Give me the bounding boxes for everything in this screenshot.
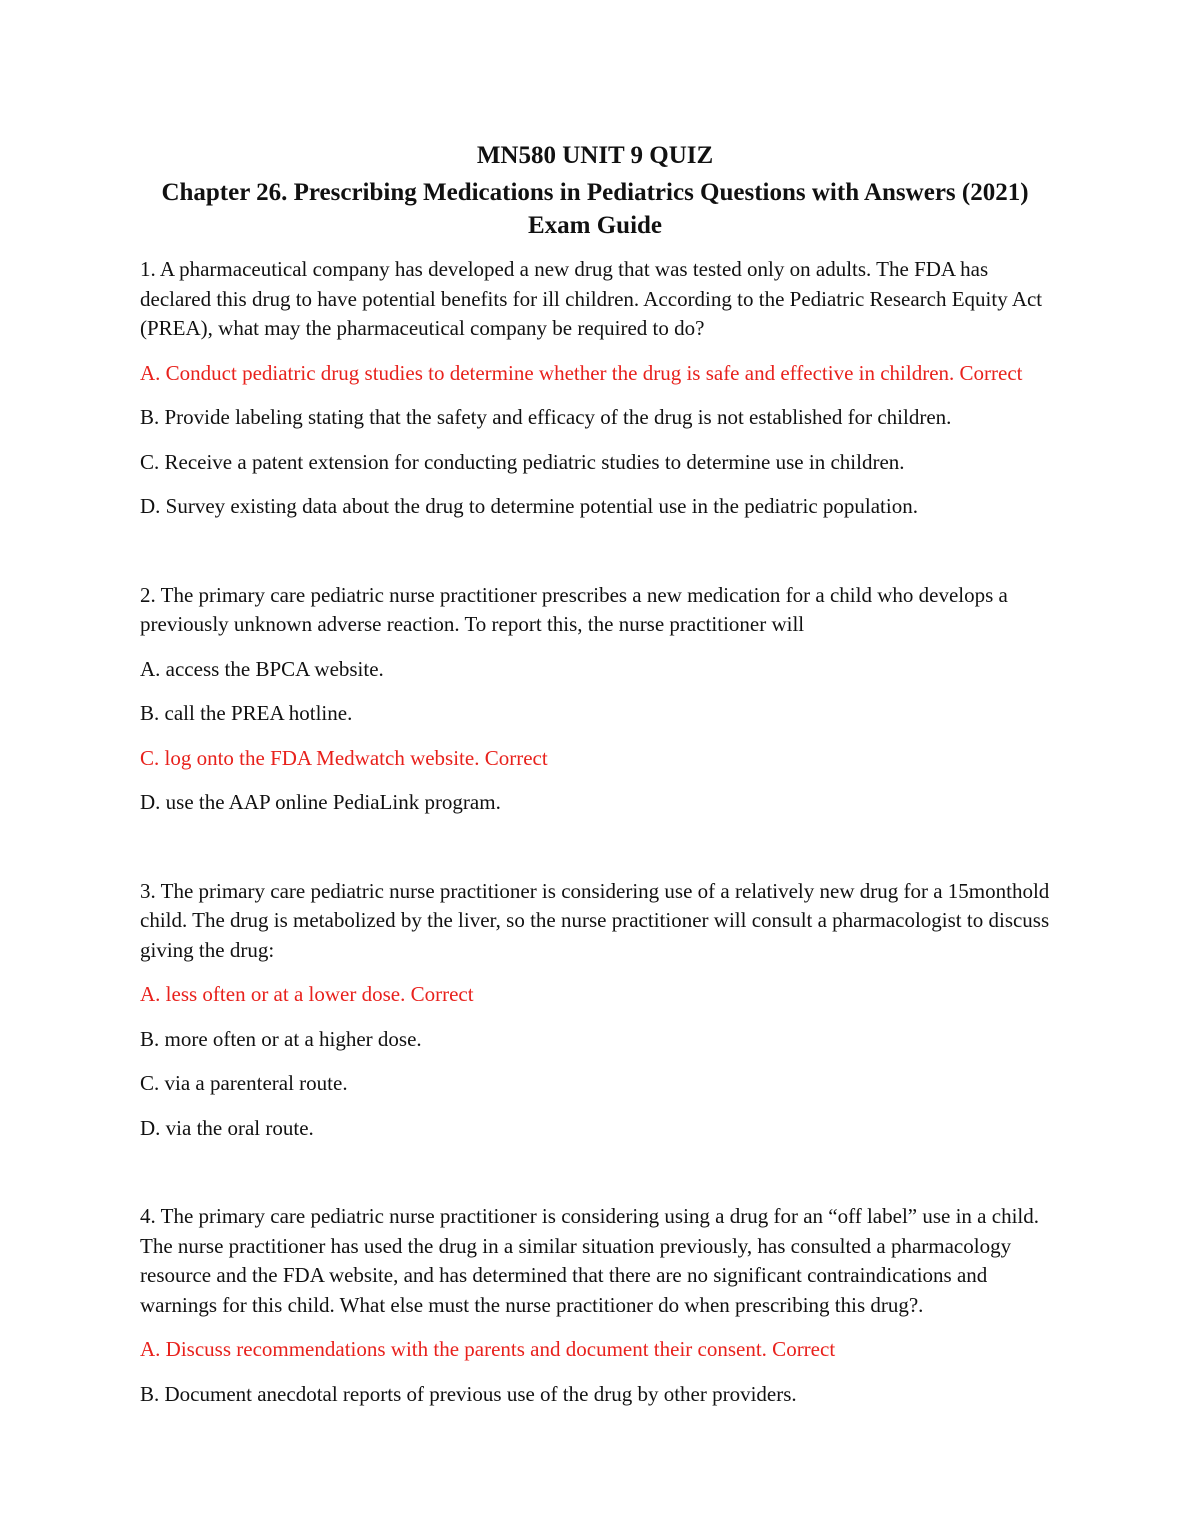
answer-option-correct: C. log onto the FDA Medwatch website. Correct [140, 745, 548, 770]
answer-option-correct: A. less often or at a lower dose. Correct [140, 982, 474, 1006]
answer-option: A. access the BPCA website. [140, 656, 384, 681]
page-subtitle: Chapter 26. Prescribing Medications in Pediatrics Questions with Answers (2021) Exam Guide [161, 179, 1029, 239]
question-3 [140, 877, 1055, 1144]
page-title: MN580 UNIT 9 QUIZ [476, 142, 714, 169]
answer-option-correct: A. Discuss recommendations with the parents and document their consent. Correct [140, 1337, 836, 1361]
answer-option: C. via a parenteral route. [140, 1071, 348, 1095]
question-2 [140, 581, 1055, 818]
question-text: 3. The primary care pediatric nurse practitioner is considering use of a relatively new drug for a 15monthold child. The drug is metabolized by the liver, so the nurse practitioner will consult a pharmacologist to discuss giving the drug: [140, 878, 1050, 962]
answer-option: B. more often or at a higher dose. [140, 1026, 422, 1051]
answer-option: D. Survey existing data about the drug to determine potential use in the pediatric population. [140, 494, 918, 518]
question-text: 4. The primary care pediatric nurse practitioner is considering using a drug for an “off label” use in a child. The nurse practitioner has used the drug in a similar situation previously, has consulted a pharmacology resource and the FDA website, and has determined that there are no significant contraindications and warnings for this child. What else must the nurse practitioner do when prescribing this drug?. [140, 1204, 1039, 1317]
question-text: 2. The primary care pediatric nurse practitioner prescribes a new medication for a child who develops a previously unknown adverse reaction. To report this, the nurse practitioner will [140, 582, 1008, 636]
answer-option: D. use the AAP online PediaLink program. [140, 790, 501, 814]
answer-option: D. via the oral route. [140, 1115, 314, 1140]
answer-option: B. Provide labeling stating that the safety and efficacy of the drug is not established for children. [140, 405, 952, 429]
quiz-content [140, 255, 1055, 1424]
question-4 [140, 1202, 1055, 1409]
question-text: 1. A pharmaceutical company has developed a new drug that was tested only on adults. The FDA has declared this drug to have potential benefits for ill children. According to the Pediatric Research Equity Act (PREA), what may the pharmaceutical company be required to do? [140, 257, 1043, 340]
answer-option: B. Document anecdotal reports of previous use of the drug by other providers. [140, 1381, 797, 1406]
answer-option: B. call the PREA hotline. [140, 701, 353, 725]
question-spacer [140, 537, 1055, 581]
question-spacer [140, 833, 1055, 877]
question-spacer [140, 1158, 1055, 1202]
answer-option-correct: A. Conduct pediatric drug studies to determine whether the drug is safe and effective in children. Correct [140, 360, 1023, 385]
answer-option: C. Receive a patent extension for conducting pediatric studies to determine use in children. [140, 449, 905, 474]
question-1 [140, 255, 1055, 522]
